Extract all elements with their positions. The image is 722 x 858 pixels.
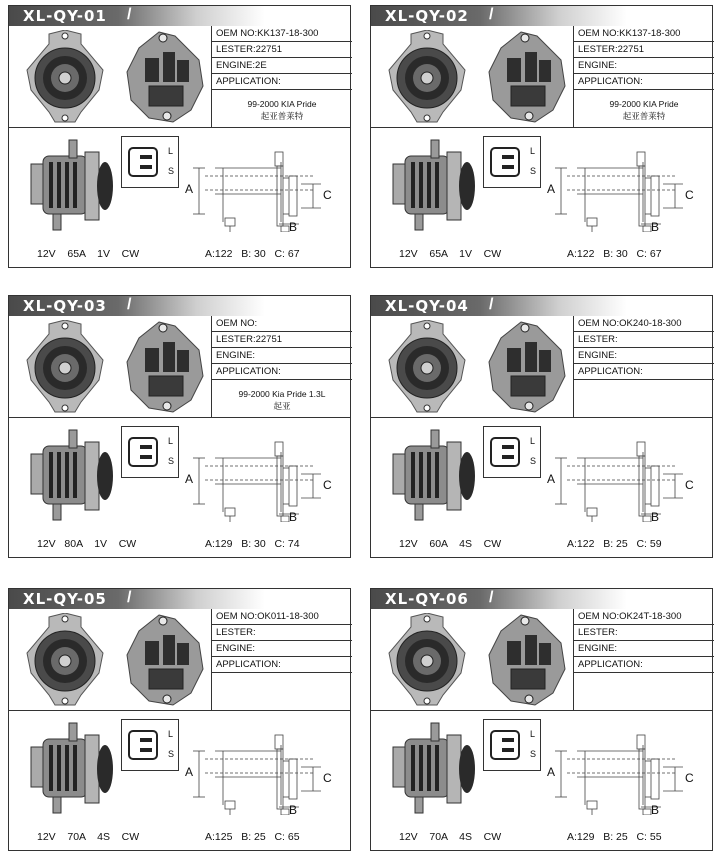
card-header [9,589,350,609]
card-header [9,296,350,316]
connector-diagram [121,426,179,478]
product-card [370,295,713,558]
dim-label-c: C [323,188,332,202]
dim-label-a: A [547,765,556,779]
connector-plug [128,147,158,177]
dimension-diagram [547,132,709,237]
lester-number: LESTER: [574,332,714,348]
connector-pin-s [140,455,152,459]
electrical-spec: 12V 70A 4S CW [399,831,502,843]
application-label: APPLICATION: [574,364,714,380]
dim-label-b: B [651,220,660,234]
oem-number: OEM NO:KK137-18-300 [574,26,714,42]
alternator-side-photo [25,717,121,821]
dimension-diagram [185,132,347,237]
connector-label-l: L [168,146,174,156]
dim-label-a: A [185,765,194,779]
alternator-side-photo [387,717,483,821]
dimensions-text: A:129 B: 25 C: 55 [567,831,662,843]
application-label: APPLICATION: [212,364,352,380]
alternator-side-photo [387,424,483,528]
lester-number: LESTER: [574,625,714,641]
connector-pin-s [502,165,514,169]
connector-label-s: S [168,456,175,466]
engine-code: ENGINE: [212,348,352,364]
connector-label-s: S [530,456,537,466]
lester-number: LESTER:22751 [212,332,352,348]
card-header [371,6,712,26]
lester-number: LESTER:22751 [212,42,352,58]
electrical-spec: 12V 65A 1V CW [399,248,502,260]
alternator-side-photo [387,134,483,238]
dimensions-text: A:122 B: 30 C: 67 [567,248,662,260]
application-line-2: 起亚 [273,401,291,411]
dimensions-text: A:125 B: 25 C: 65 [205,831,300,843]
connector-label-s: S [168,749,175,759]
alternator-rear-photo [481,320,571,414]
application-line-2: 起亚普莱特 [622,111,666,121]
section-divider [371,710,712,711]
application-text [212,673,352,681]
connector-label-s: S [530,749,537,759]
card-header [371,589,712,609]
oem-number: OEM NO:OK24T-18-300 [574,609,714,625]
dim-label-c: C [685,188,694,202]
lester-number: LESTER: [212,625,352,641]
alternator-rear-photo [481,30,571,124]
alternator-front-photo [19,613,111,707]
dim-label-a: A [185,472,194,486]
connector-label-l: L [530,729,536,739]
application-label: APPLICATION: [574,74,714,90]
section-divider [371,417,712,418]
alternator-rear-photo [119,30,209,124]
connector-pin-s [140,165,152,169]
dim-label-b: B [289,510,298,524]
card-header [371,296,712,316]
alternator-side-photo [25,134,121,238]
lester-number: LESTER:22751 [574,42,714,58]
dim-label-a: A [547,472,556,486]
application-label: APPLICATION: [212,74,352,90]
section-divider [371,127,712,128]
product-card [8,295,351,558]
oem-number: OEM NO:OK011-18-300 [212,609,352,625]
dimensions-text: A:122 B: 30 C: 67 [205,248,300,260]
dimension-diagram [547,422,709,527]
oem-number: OEM NO:KK137-18-300 [212,26,352,42]
connector-pin-l [502,445,514,449]
application-line-1: 99-2000 KIA Pride [609,99,679,109]
connector-diagram [121,719,179,771]
dimensions-text: A:129 B: 30 C: 74 [205,538,300,550]
dimension-diagram [185,715,347,820]
spec-table [573,26,714,128]
dim-label-c: C [323,771,332,785]
connector-label-l: L [530,146,536,156]
oem-number: OEM NO:OK240-18-300 [574,316,714,332]
dimensions-text: A:122 B: 25 C: 59 [567,538,662,550]
application-text [212,380,352,412]
alternator-rear-photo [119,320,209,414]
section-divider [9,710,350,711]
connector-diagram [483,136,541,188]
dim-label-a: A [185,182,194,196]
connector-pin-s [140,748,152,752]
card-title: XL-QY-02 [385,7,469,25]
connector-pin-s [502,455,514,459]
connector-pin-l [502,155,514,159]
header-slash-mark: / [127,6,132,23]
connector-pin-l [140,445,152,449]
spec-table [573,609,714,711]
dim-label-b: B [289,803,298,817]
connector-plug [490,147,520,177]
connector-plug [490,437,520,467]
section-divider [9,417,350,418]
connector-label-s: S [530,166,537,176]
connector-label-l: L [530,436,536,446]
connector-diagram [121,136,179,188]
dim-label-b: B [651,803,660,817]
alternator-front-photo [19,320,111,414]
connector-pin-l [502,738,514,742]
card-title: XL-QY-05 [23,590,107,608]
connector-pin-l [140,738,152,742]
dim-label-c: C [685,478,694,492]
card-header [9,6,350,26]
connector-diagram [483,719,541,771]
electrical-spec: 12V 70A 4S CW [37,831,140,843]
application-line-1: 99-2000 KIA Pride [247,99,317,109]
engine-code: ENGINE: [574,58,714,74]
engine-code: ENGINE: [212,641,352,657]
connector-plug [128,730,158,760]
section-divider [9,127,350,128]
alternator-front-photo [381,320,473,414]
alternator-front-photo [381,613,473,707]
header-slash-mark: / [127,296,132,313]
alternator-front-photo [19,30,111,124]
header-slash-mark: / [127,589,132,606]
application-text [574,90,714,122]
header-slash-mark: / [489,6,494,23]
alternator-rear-photo [119,613,209,707]
dim-label-b: B [651,510,660,524]
alternator-rear-photo [481,613,571,707]
alternator-side-photo [25,424,121,528]
spec-table [573,316,714,418]
connector-label-s: S [168,166,175,176]
engine-code: ENGINE:2E [212,58,352,74]
product-card [370,5,713,268]
connector-diagram [483,426,541,478]
connector-label-l: L [168,436,174,446]
alternator-front-photo [381,30,473,124]
spec-table [211,609,352,711]
dim-label-b: B [289,220,298,234]
spec-table [211,26,352,128]
dimension-diagram [547,715,709,820]
connector-pin-s [502,748,514,752]
card-title: XL-QY-04 [385,297,469,315]
electrical-spec: 12V 65A 1V CW [37,248,140,260]
header-slash-mark: / [489,589,494,606]
application-text [574,380,714,388]
card-title: XL-QY-01 [23,7,107,25]
oem-number: OEM NO: [212,316,352,332]
connector-plug [128,437,158,467]
product-card [8,5,351,268]
dim-label-c: C [323,478,332,492]
product-card [8,588,351,851]
application-line-1: 99-2000 Kia Pride 1.3L [238,389,326,399]
application-label: APPLICATION: [574,657,714,673]
engine-code: ENGINE: [574,348,714,364]
card-title: XL-QY-03 [23,297,107,315]
connector-pin-l [140,155,152,159]
connector-label-l: L [168,729,174,739]
dimension-diagram [185,422,347,527]
electrical-spec: 12V 80A 1V CW [37,538,137,550]
application-text [212,90,352,122]
spec-table [211,316,352,418]
dim-label-c: C [685,771,694,785]
engine-code: ENGINE: [574,641,714,657]
dim-label-a: A [547,182,556,196]
connector-plug [490,730,520,760]
header-slash-mark: / [489,296,494,313]
product-card [370,588,713,851]
electrical-spec: 12V 60A 4S CW [399,538,502,550]
application-line-2: 起亚普莱特 [260,111,304,121]
application-text [574,673,714,681]
card-title: XL-QY-06 [385,590,469,608]
application-label: APPLICATION: [212,657,352,673]
